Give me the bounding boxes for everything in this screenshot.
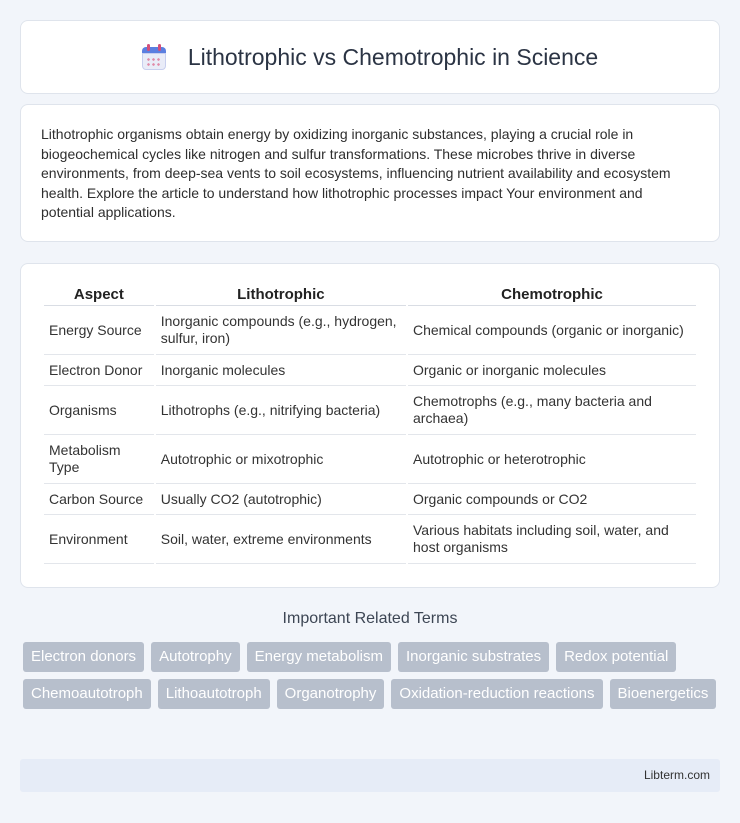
comparison-table [42, 284, 698, 564]
term-tag[interactable]: Chemoautotroph [23, 679, 151, 709]
table-cell: Carbon Source [44, 484, 154, 515]
table-row [44, 306, 696, 355]
table-row [44, 435, 696, 484]
footer-site-link[interactable]: Libterm.com [643, 768, 710, 782]
related-terms-list [23, 642, 723, 709]
footer [20, 759, 720, 792]
calendar-icon [142, 44, 166, 70]
term-tag[interactable]: Bioenergetics [610, 679, 717, 709]
term-tag[interactable]: Organotrophy [277, 679, 385, 709]
table-cell: Autotrophic or mixotrophic [156, 435, 406, 484]
table-row [44, 386, 696, 435]
term-tag[interactable]: Energy metabolism [247, 642, 391, 672]
table-cell: Organic compounds or CO2 [408, 484, 696, 515]
related-terms-title: Important Related Terms [282, 610, 458, 627]
table-header-row [44, 284, 696, 306]
table-row [44, 515, 696, 564]
header-card [20, 20, 720, 94]
table-cell: Chemical compounds (organic or inorganic) [408, 306, 696, 355]
table-cell: Autotrophic or heterotrophic [408, 435, 696, 484]
intro-card [20, 104, 720, 242]
table-row [44, 484, 696, 515]
header [142, 44, 598, 71]
table-cell: Energy Source [44, 306, 154, 355]
comparison-table-card [20, 263, 720, 588]
table-row [44, 355, 696, 386]
header-chemotrophic: Chemotrophic [408, 284, 696, 306]
table-cell: Inorganic compounds (e.g., hydrogen, sulfur, iron) [156, 306, 406, 355]
header-aspect: Aspect [44, 284, 154, 306]
intro-text: Lithotrophic organisms obtain energy by oxidizing inorganic substances, playing a crucial role in biogeochemical cycles like nitrogen and sulfur transformations. These microbes thrive in diverse environments, from deep-sea vents to soil ecosystems, influencing nutrient availability and ecosystem health. Explore the article to understand how lithotrophic processes impact Your environment and potential applications. [41, 126, 671, 220]
table-cell: Organic or inorganic molecules [408, 355, 696, 386]
table-cell: Various habitats including soil, water, and host organisms [408, 515, 696, 564]
term-tag[interactable]: Lithoautotroph [158, 679, 270, 709]
header-lithotrophic: Lithotrophic [156, 284, 406, 306]
term-tag[interactable]: Oxidation-reduction reactions [391, 679, 602, 709]
term-tag[interactable]: Redox potential [556, 642, 676, 672]
term-tag[interactable]: Electron donors [23, 642, 144, 672]
table-cell: Usually CO2 (autotrophic) [156, 484, 406, 515]
table-cell: Metabolism Type [44, 435, 154, 484]
table-cell: Lithotrophs (e.g., nitrifying bacteria) [156, 386, 406, 435]
page-title: Lithotrophic vs Chemotrophic in Science [187, 43, 599, 70]
term-tag[interactable]: Inorganic substrates [398, 642, 549, 672]
table-cell: Electron Donor [44, 355, 154, 386]
term-tag[interactable]: Autotrophy [151, 642, 240, 672]
table-cell: Organisms [44, 386, 154, 435]
table-cell: Soil, water, extreme environments [156, 515, 406, 564]
table-cell: Inorganic molecules [156, 355, 406, 386]
table-cell: Chemotrophs (e.g., many bacteria and archaea) [408, 386, 696, 435]
table-cell: Environment [44, 515, 154, 564]
